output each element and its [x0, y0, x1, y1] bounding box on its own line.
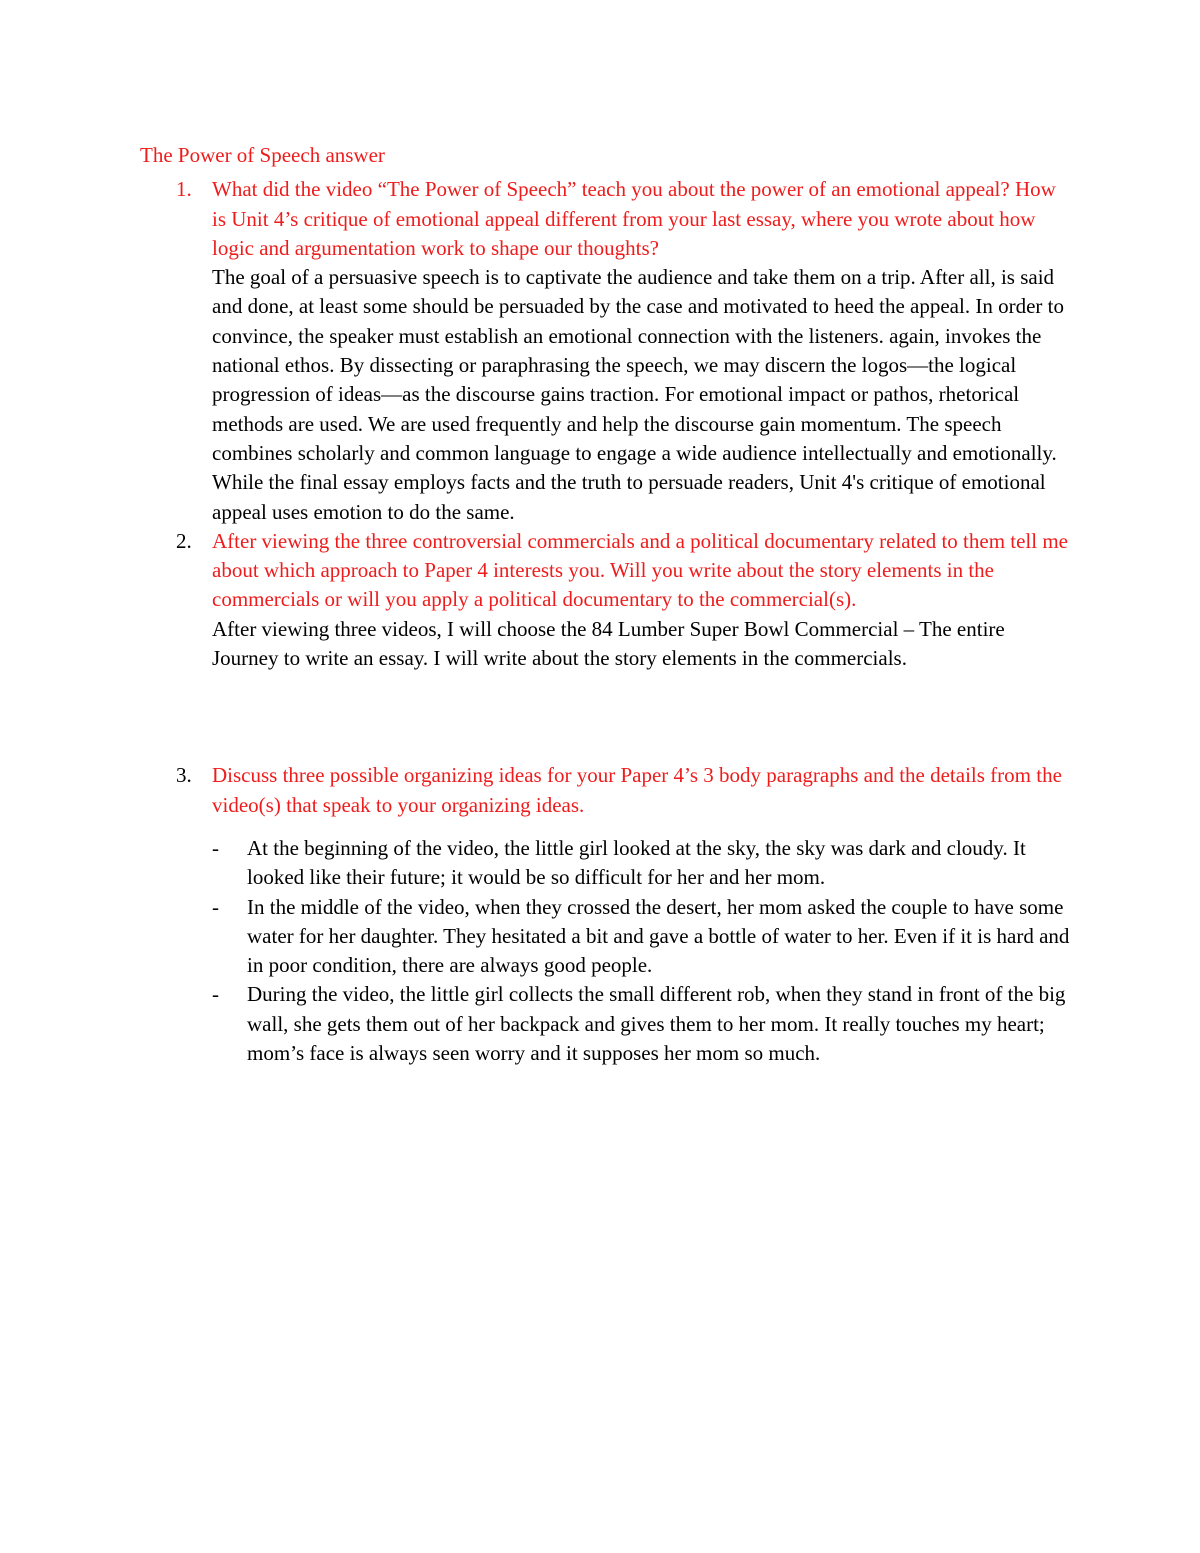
bullet-text: At the beginning of the video, the little girl looked at the sky, the sky was dark and cloudy. It looked like their future; it would be so difficult for her and her mom.: [247, 835, 1026, 890]
question-answer: After viewing three videos, I will choose the 84 Lumber Super Bowl Commercial – The entire Journey to write an essay. I will write about the story elements in the commercials.: [212, 616, 1005, 671]
list-item: [140, 834, 1070, 893]
question-number: 2.: [176, 528, 192, 553]
answer-bullet-list: [140, 834, 1070, 1068]
question-2: [140, 527, 1070, 673]
bullet-text: During the video, the little girl collects the small different rob, when they stand in front of the big wall, she gets them out of her backpack and gives them to her mom. It really touches my heart; mom’s face is always seen worry and it supposes her mom so much.: [247, 982, 1066, 1066]
document-title: The Power of Speech answer: [140, 143, 385, 167]
question-1: [140, 175, 1070, 527]
list-item: [140, 980, 1070, 1068]
question-number: 3.: [176, 763, 192, 788]
list-item: [140, 893, 1070, 981]
question-prompt: What did the video “The Power of Speech” teach you about the power of an emotional appeal? How is Unit 4’s critique of emotional appeal different from your last essay, where you wrote about how logic and argumentation work to shape our thoughts?: [212, 177, 1056, 260]
question-prompt: After viewing the three controversial commercials and a political documentary related to them tell me about which approach to Paper 4 interests you. Will you write about the story elements in the commercials or will you apply a political documentary to the commercial(s).: [212, 528, 1069, 612]
question-3: [140, 761, 1070, 820]
bullet-marker: -: [212, 835, 219, 860]
question-prompt: Discuss three possible organizing ideas for your Paper 4’s 3 body paragraphs and the details from the video(s) that speak to your organizing ideas.: [212, 763, 1062, 817]
bullet-marker: -: [212, 894, 219, 919]
question-number: 1.: [176, 177, 192, 202]
question-answer: The goal of a persuasive speech is to captivate the audience and take them on a trip. After all, is said and done, at least some should be persuaded by the case and motivated to heed the appeal. In order to convince, the speaker must establish an emotional connection with the listeners. again, invokes the national ethos. By dissecting or paraphrasing the speech, we may discern the logos—the logical progression of ideas—as the discourse gains traction. For emotional impact or pathos, rhetorical methods are used. We are used frequently and help the discourse gain momentum. The speech combines scholarly and common language to engage a wide audience intellectually and emotionally. While the final essay employs facts and the truth to persuade readers, Unit 4's critique of emotional appeal uses emotion to do the same.: [212, 265, 1064, 524]
bullet-marker: -: [212, 982, 219, 1007]
bullet-text: In the middle of the video, when they crossed the desert, her mom asked the couple to have some water for her daughter. They hesitated a bit and gave a bottle of water to her. Even if it is hard and in poor condition, there are always good people.: [247, 894, 1070, 978]
document-page: [140, 141, 1070, 1068]
spacer: [140, 673, 1070, 761]
